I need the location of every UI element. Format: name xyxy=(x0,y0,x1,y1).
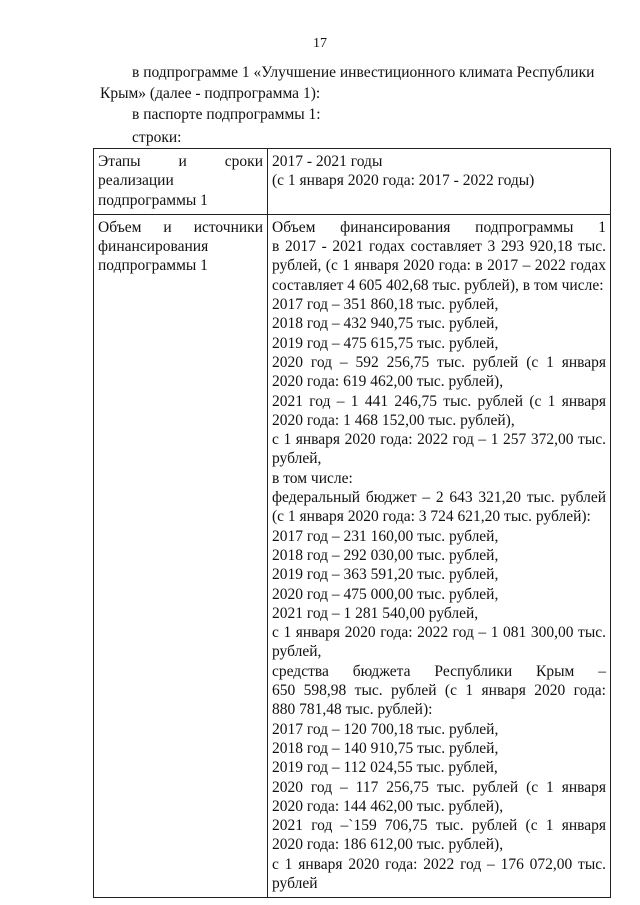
financing-line: рублей, xyxy=(272,450,322,468)
financing-label-cell xyxy=(94,214,268,897)
financing-line: составляет 4 605 402,68 тыс. рублей), в том числе: xyxy=(272,276,604,294)
stages-label-line: Этапы и сроки xyxy=(98,153,263,170)
financing-line: 2019 год – 475 615,75 тыс. рублей, xyxy=(272,334,499,352)
intro-paragraph-passport: в паспорте подпрограммы 1: xyxy=(132,106,321,123)
financing-line: 2017 год – 231 160,00 тыс. рублей, xyxy=(272,527,499,545)
financing-line: с 1 января 2020 года: 2022 год – 176 072,00 тыс. xyxy=(272,855,606,873)
stages-value-cell xyxy=(268,149,611,215)
financing-line: 2020 года: 186 612,00 тыс. рублей), xyxy=(272,836,504,854)
financing-line: 2021 год – 1 281 540,00 рублей, xyxy=(272,604,479,622)
financing-line: рублей, xyxy=(272,643,322,661)
financing-line: с 1 января 2020 года: 2022 год – 1 257 372,00 тыс. xyxy=(272,431,606,449)
stages-label-line: реализации xyxy=(98,172,174,190)
financing-line: 2020 год – 117 256,75 тыс. рублей (с 1 января xyxy=(272,778,606,796)
intro-paragraph-lines: строки: xyxy=(132,129,182,146)
financing-line: 880 781,48 тыс. рублей): xyxy=(272,701,433,719)
financing-line: 2017 год – 120 700,18 тыс. рублей, xyxy=(272,720,499,738)
financing-line: 2020 года: 619 462,00 тыс. рублей), xyxy=(272,373,504,391)
financing-line: рублей xyxy=(272,874,318,892)
stages-label-cell xyxy=(94,149,268,215)
financing-line: 2020 года: 144 462,00 тыс. рублей), xyxy=(272,797,504,815)
financing-label-line: финансирования xyxy=(98,238,209,256)
financing-label-line: подпрограммы 1 xyxy=(98,257,208,275)
financing-line: 2017 год – 351 860,18 тыс. рублей, xyxy=(272,296,499,314)
intro-paragraph-subprogram: в подпрограмме 1 «Улучшение инвестиционного климата Республики Крым» (далее - подпрограмма 1): xyxy=(100,64,595,102)
table-row-financing xyxy=(94,214,611,897)
financing-line: средства бюджета Республики Крым – xyxy=(272,662,606,680)
stages-label-line: подпрограммы 1 xyxy=(98,191,208,209)
financing-label-line: Объем и источники xyxy=(98,218,263,236)
financing-line: (с 1 января 2020 года: 3 724 621,20 тыс. рублей): xyxy=(272,508,591,526)
financing-line: с 1 января 2020 года: 2022 год – 1 081 300,00 тыс. xyxy=(272,624,606,642)
passport-table xyxy=(93,148,611,898)
financing-line: Объем финансирования подпрограммы 1 xyxy=(272,218,606,236)
financing-line: 2020 года: 1 468 152,00 тыс. рублей), xyxy=(272,411,515,429)
financing-line: 2019 год – 112 024,55 тыс. рублей, xyxy=(272,759,498,777)
financing-line: 2020 год – 592 256,75 тыс. рублей (с 1 января xyxy=(272,353,606,371)
financing-line: в том числе: xyxy=(272,469,353,487)
financing-line: рублей, (с 1 января 2020 года: в 2017 – 2022 годах xyxy=(272,257,606,275)
stages-value-line: 2017 - 2021 годы xyxy=(272,153,383,170)
financing-line: 2018 год – 292 030,00 тыс. рублей, xyxy=(272,546,499,564)
financing-line: 2020 год – 475 000,00 тыс. рублей, xyxy=(272,585,499,603)
financing-line: 2021 год –`159 706,75 тыс. рублей (с 1 января xyxy=(272,817,606,835)
financing-line: 650 598,98 тыс. рублей (с 1 января 2020 года: xyxy=(272,682,606,700)
financing-line: 2021 год – 1 441 246,75 тыс. рублей (с 1 января xyxy=(272,392,606,410)
financing-line: федеральный бюджет – 2 643 321,20 тыс. рублей xyxy=(272,489,606,507)
table-row-stages xyxy=(94,149,611,215)
financing-line: 2018 год – 432 940,75 тыс. рублей, xyxy=(272,315,499,333)
page-number: 17 xyxy=(313,36,327,51)
financing-line: 2018 год – 140 910,75 тыс. рублей, xyxy=(272,739,499,757)
stages-value-line: (с 1 января 2020 года: 2017 - 2022 годы) xyxy=(272,172,535,190)
financing-value-cell xyxy=(268,214,611,897)
financing-line: 2019 год – 363 591,20 тыс. рублей, xyxy=(272,566,499,584)
financing-line: в 2017 - 2021 годах составляет 3 293 920,18 тыс. xyxy=(272,238,606,256)
